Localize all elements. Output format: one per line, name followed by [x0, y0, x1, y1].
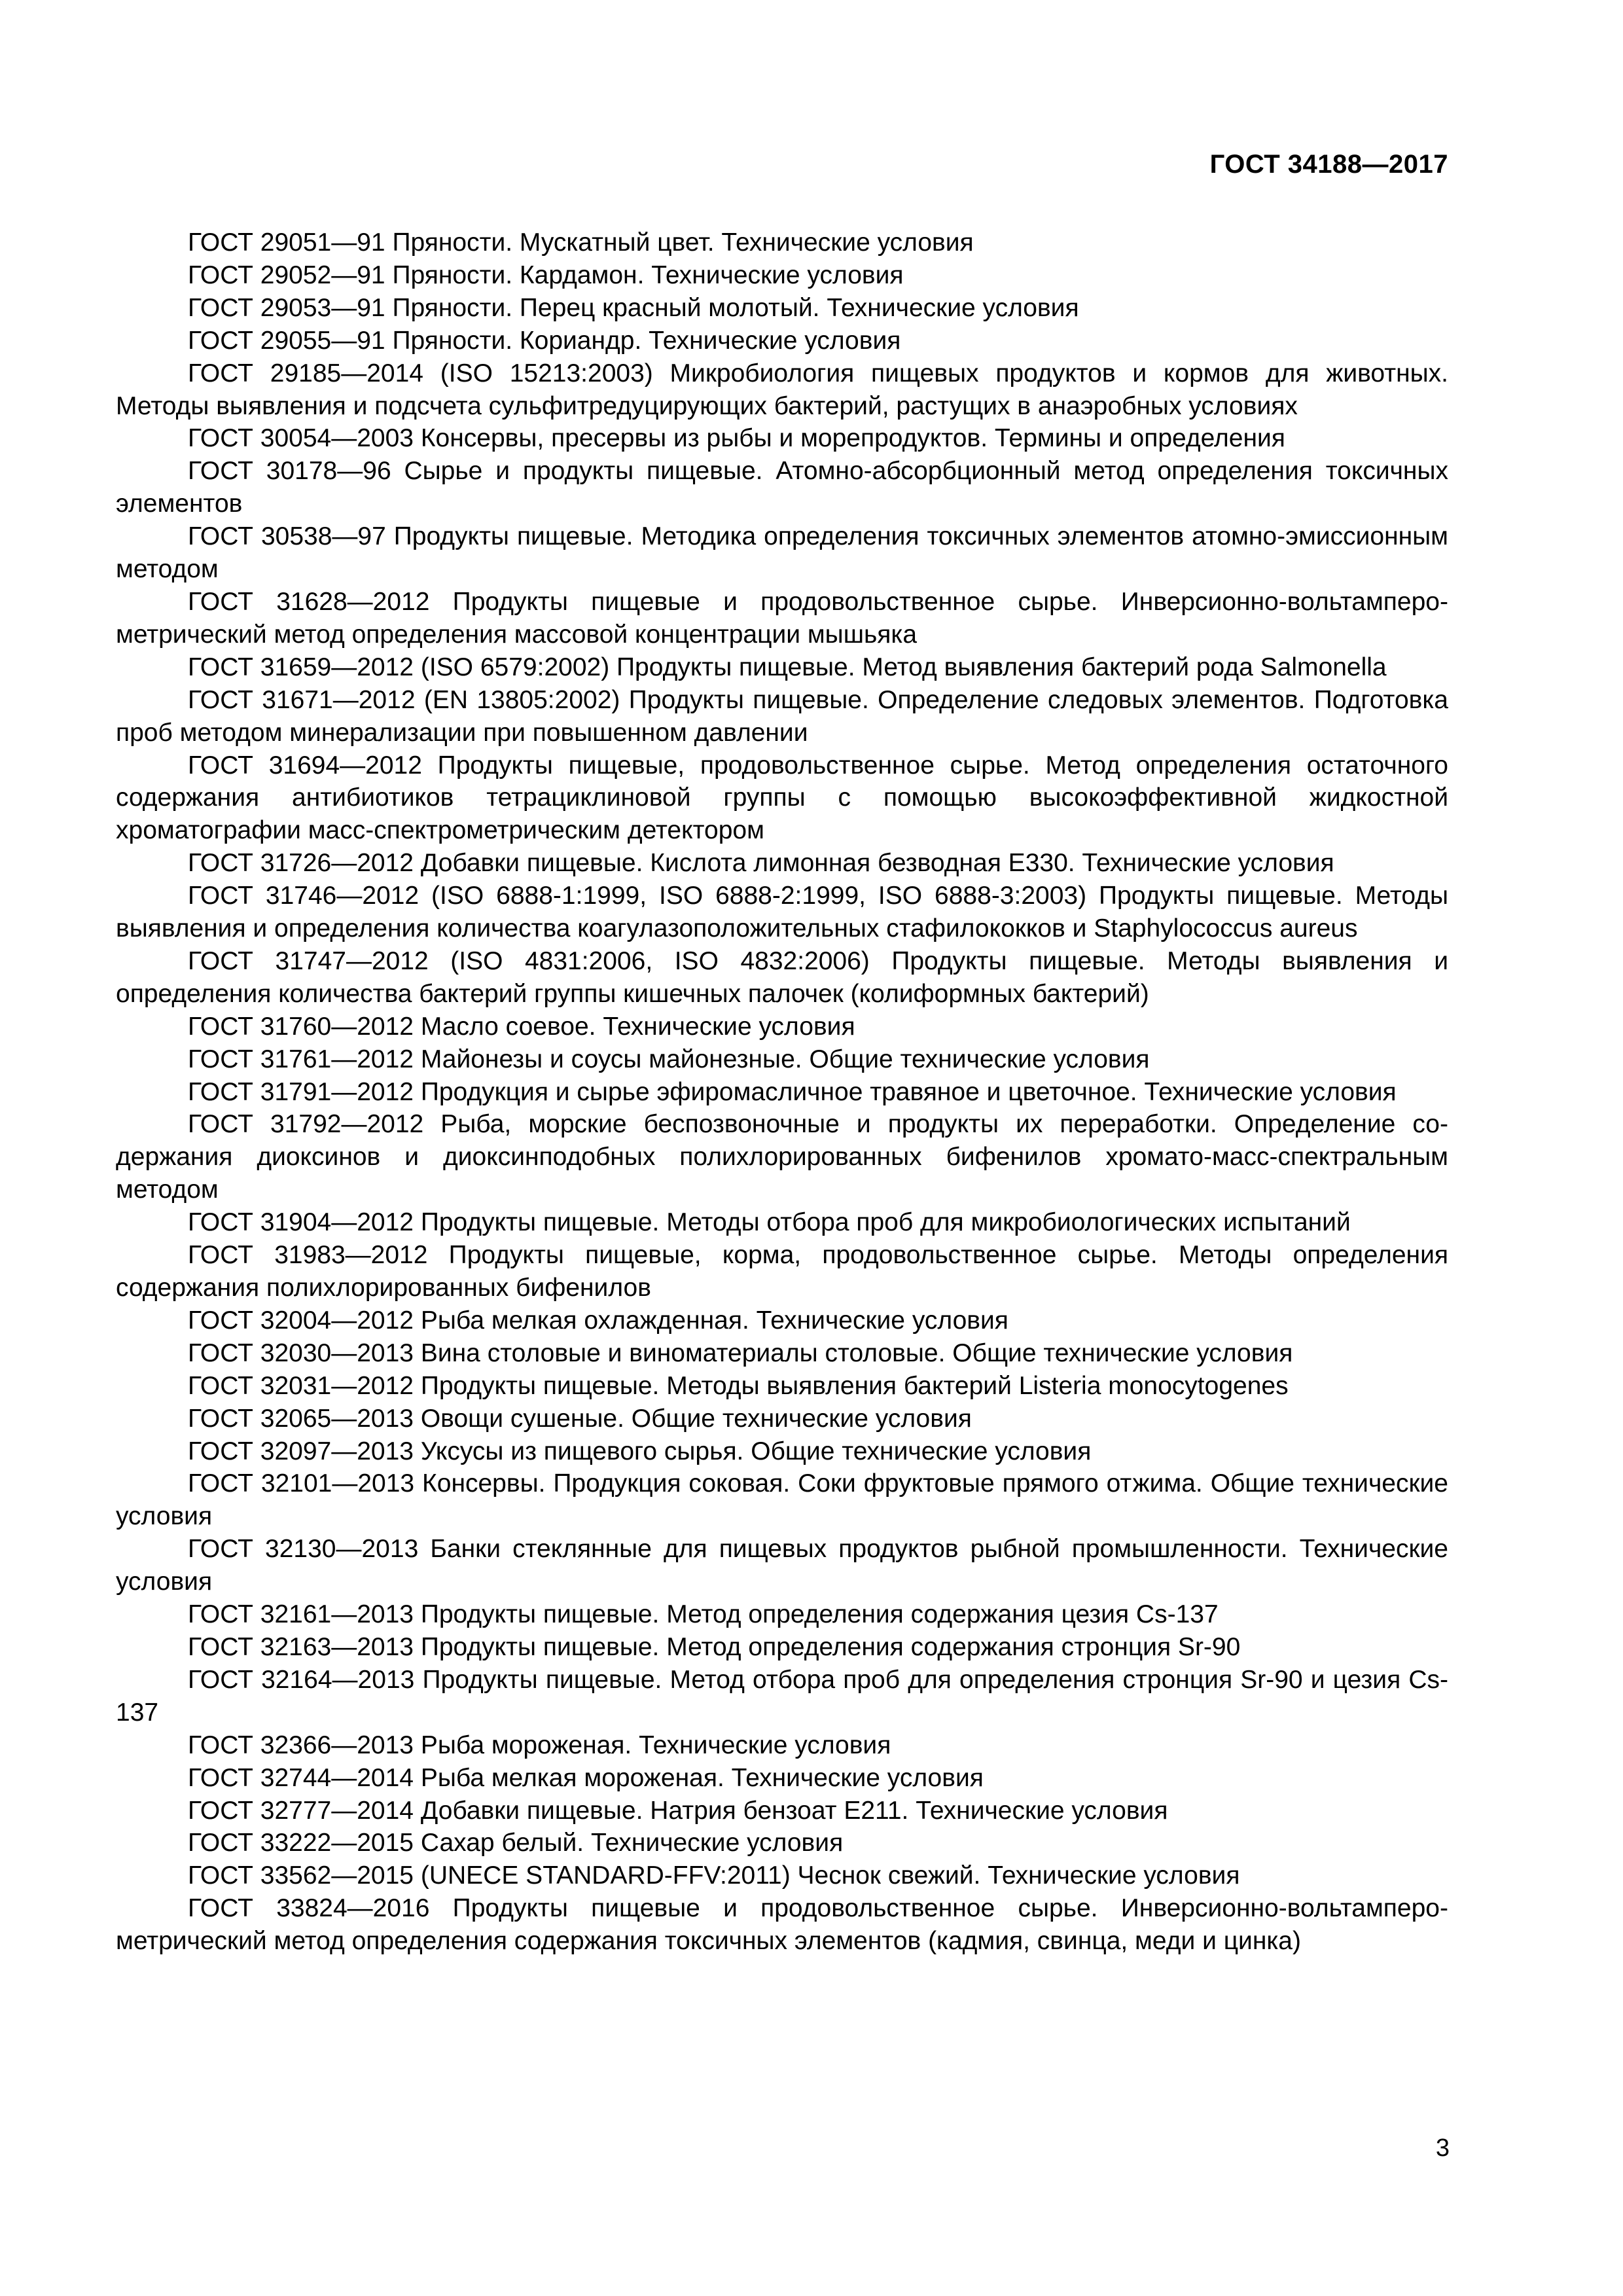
reference-entry: ГОСТ 31792—2012 Рыба, морские беспозвоночные и продукты их переработки. Определение содержания диоксинов и диоксинподобных полихлорированных бифенилов хромато-масс-спектральным методом — [116, 1110, 1448, 1204]
reference-entry: ГОСТ 31983—2012 Продукты пищевые, корма, продовольственное сырье. Методы определения содержания полихлорированных бифенилов — [116, 1241, 1448, 1302]
reference-entry: ГОСТ 32366—2013 Рыба мороженая. Технические условия — [188, 1731, 891, 1759]
reference-entry: ГОСТ 30538—97 Продукты пищевые. Методика определения токсичных элементов атомно-эмиссионным методом — [116, 522, 1448, 584]
document-header-standard-id: ГОСТ 34188—2017 — [1209, 150, 1448, 179]
reference-entry: ГОСТ 32777—2014 Добавки пищевые. Натрия бензоат Е211. Технические условия — [188, 1796, 1168, 1825]
reference-entry: ГОСТ 32030—2013 Вина столовые и виноматериалы столовые. Общие технические условия — [188, 1338, 1293, 1367]
reference-entry: ГОСТ 30054—2003 Консервы, пресервы из рыбы и морепродуктов. Термины и определения — [188, 424, 1285, 453]
reference-entry: ГОСТ 29185—2014 (ISO 15213:2003) Микробиология пищевых продуктов и кормов для животных. Методы выявления и подсчета сульфитредуцирующих бактерий, растущих в анаэробных условиях — [116, 359, 1448, 420]
reference-entry: ГОСТ 32004—2012 Рыба мелкая охлажденная. Технические условия — [188, 1306, 1008, 1335]
reference-entry: ГОСТ 31671—2012 (EN 13805:2002) Продукты пищевые. Определение следовых элементов. Подготовка проб методом минерализации при повышенном давлении — [116, 685, 1448, 747]
reference-entry: ГОСТ 31746—2012 (ISO 6888-1:1999, ISO 6888-2:1999, ISO 6888-3:2003) Продукты пищевые. Методы выявления и определения количества коагулазоположительных стафилококков и Staphylococcus aureus — [116, 882, 1448, 943]
reference-entry: ГОСТ 32065—2013 Овощи сушеные. Общие технические условия — [188, 1404, 972, 1433]
reference-entry: ГОСТ 32031—2012 Продукты пищевые. Методы выявления бактерий Listeria monocytogenes — [188, 1371, 1289, 1400]
reference-entry: ГОСТ 31659—2012 (ISO 6579:2002) Продукты пищевые. Метод выявления бактерий рода Salmonella — [188, 653, 1387, 681]
reference-entry: ГОСТ 29055—91 Пряности. Кориандр. Технические условия — [188, 326, 901, 355]
normative-references-list — [116, 226, 1448, 1958]
reference-entry: ГОСТ 31791—2012 Продукция и сырье эфиромасличное травяное и цветочное. Технические условия — [188, 1077, 1397, 1106]
reference-entry: ГОСТ 31694—2012 Продукты пищевые, продовольственное сырье. Метод определения остаточного содержания антибиотиков тетрациклиновой группы с помощью высокоэффективной жидкостной хроматографии масс-спектрометрическим детектором — [116, 751, 1448, 845]
reference-entry: ГОСТ 32744—2014 Рыба мелкая мороженая. Технические условия — [188, 1763, 984, 1792]
reference-entry: ГОСТ 30178—96 Сырье и продукты пищевые. Атомно-абсорбционный метод определения токсичных элементов — [116, 457, 1448, 518]
reference-entry: ГОСТ 29053—91 Пряности. Перец красный молотый. Технические условия — [188, 293, 1079, 322]
reference-entry: ГОСТ 33824—2016 Продукты пищевые и продовольственное сырье. Инверсионно-вольтамперометрический метод определения содержания токсичных элементов (кадмия, свинца, меди и цинка) — [116, 1894, 1448, 1956]
reference-entry: ГОСТ 29052—91 Пряности. Кардамон. Технические условия — [188, 260, 904, 289]
reference-entry: ГОСТ 32163—2013 Продукты пищевые. Метод определения содержания стронция Sr-90 — [188, 1632, 1241, 1661]
reference-entry: ГОСТ 29051—91 Пряности. Мускатный цвет. Технические условия — [188, 228, 974, 257]
reference-entry: ГОСТ 32097—2013 Уксусы из пищевого сырья. Общие технические условия — [188, 1437, 1092, 1465]
reference-entry: ГОСТ 32164—2013 Продукты пищевые. Метод отбора проб для определения стронция Sr-90 и цезия Cs-137 — [116, 1665, 1448, 1727]
page-number: 3 — [1435, 2134, 1450, 2162]
reference-entry: ГОСТ 31726—2012 Добавки пищевые. Кислота лимонная безводная Е330. Технические условия — [188, 849, 1334, 878]
reference-entry: ГОСТ 32161—2013 Продукты пищевые. Метод определения содержания цезия Cs-137 — [188, 1600, 1219, 1629]
reference-entry: ГОСТ 31904—2012 Продукты пищевые. Методы отбора проб для микробиологических испытаний — [188, 1208, 1351, 1237]
reference-entry: ГОСТ 32101—2013 Консервы. Продукция соковая. Соки фруктовые прямого отжима. Общие технические условия — [116, 1469, 1448, 1531]
reference-entry: ГОСТ 32130—2013 Банки стеклянные для пищевых продуктов рыбной промышленности. Технические условия — [116, 1535, 1448, 1596]
reference-entry: ГОСТ 31628—2012 Продукты пищевые и продовольственное сырье. Инверсионно-вольтамперометрический метод определения массовой концентрации мышьяка — [116, 587, 1448, 649]
reference-entry: ГОСТ 33562—2015 (UNECE STANDARD-FFV:2011) Чеснок свежий. Технические условия — [188, 1861, 1240, 1890]
reference-entry: ГОСТ 31761—2012 Майонезы и соусы майонезные. Общие технические условия — [188, 1045, 1150, 1073]
reference-entry: ГОСТ 31747—2012 (ISO 4831:2006, ISO 4832:2006) Продукты пищевые. Методы выявления и определения количества бактерий группы кишечных палочек (колиформных бактерий) — [116, 946, 1448, 1008]
reference-entry: ГОСТ 33222—2015 Сахар белый. Технические условия — [188, 1829, 844, 1857]
reference-entry: ГОСТ 31760—2012 Масло соевое. Технические условия — [188, 1012, 855, 1041]
